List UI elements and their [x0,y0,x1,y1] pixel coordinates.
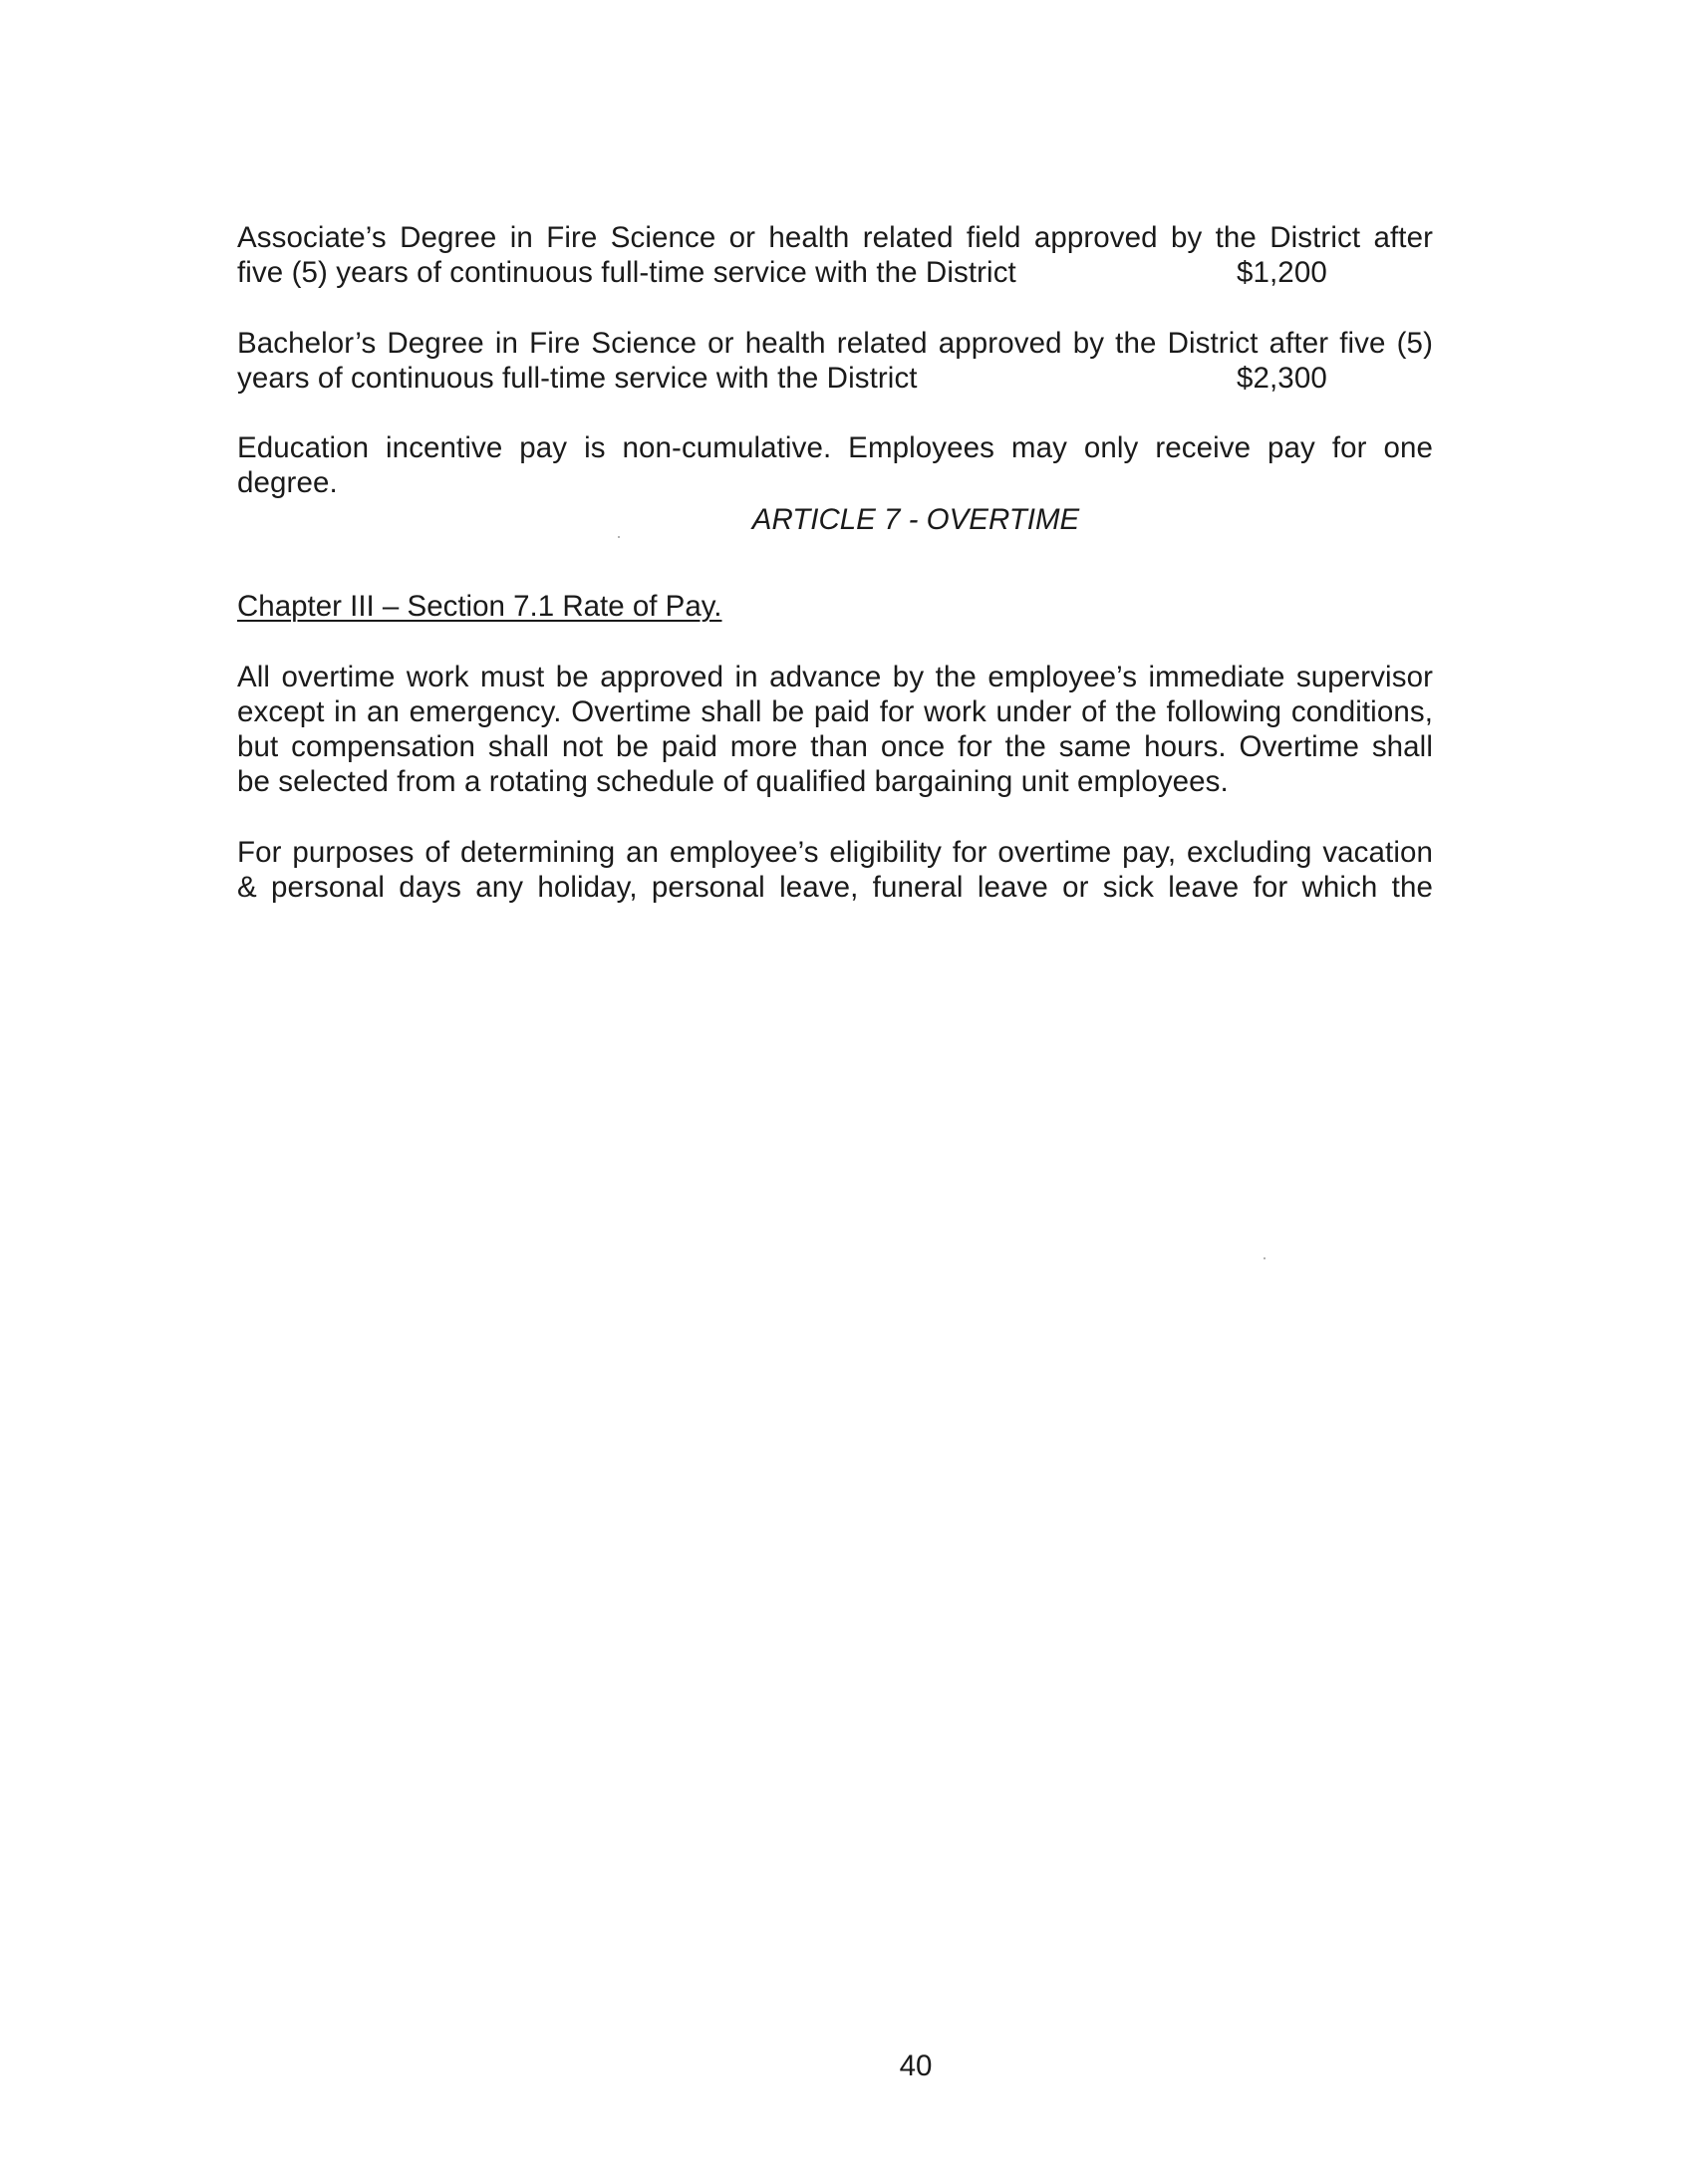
associates-degree-paragraph [237,220,1433,290]
eligibility-paragraph [237,835,1433,905]
paragraph-line: be selected from a rotating schedule of qualified bargaining unit employees. [237,765,1229,798]
bachelors-degree-paragraph [237,326,1433,396]
paragraph-line: years of continuous full-time service with the District [237,362,918,395]
paragraph-line: & personal days any holiday, personal leave, funeral leave or sick leave for which the [237,871,1433,904]
page-number: 40 [899,2049,933,2082]
article-heading: ARTICLE 7 - OVERTIME [751,503,1080,536]
paragraph-line: Associate’s Degree in Fire Science or health related field approved by the District after [237,221,1433,254]
paragraph-line: Education incentive pay is non-cumulative. Employees may only receive pay for one [237,431,1433,464]
incentive-amount: $1,200 [1237,256,1327,289]
scan-speck [1264,1257,1266,1259]
paragraph-line: For purposes of determining an employee’s eligibility for overtime pay, excluding vacation [237,836,1433,869]
paragraph-line-with-amount [237,255,1433,290]
overtime-approval-paragraph [237,660,1433,799]
incentive-amount: $2,300 [1237,362,1327,395]
incentive-note-paragraph [237,430,1433,500]
paragraph-line: Bachelor’s Degree in Fire Science or health related approved by the District after five (5) [237,327,1433,360]
paragraph-line: degree. [237,466,338,499]
paragraph-line: All overtime work must be approved in advance by the employee’s immediate supervisor [237,661,1433,693]
paragraph-line-with-amount [237,361,1433,396]
paragraph-line: but compensation shall not be paid more than once for the same hours. Overtime shall [237,730,1433,763]
section-heading: Chapter III – Section 7.1 Rate of Pay. [237,590,722,623]
scan-speck [618,536,620,538]
paragraph-line: five (5) years of continuous full-time service with the District [237,256,1016,289]
paragraph-line: except in an emergency. Overtime shall be paid for work under of the following conditions, [237,695,1433,728]
